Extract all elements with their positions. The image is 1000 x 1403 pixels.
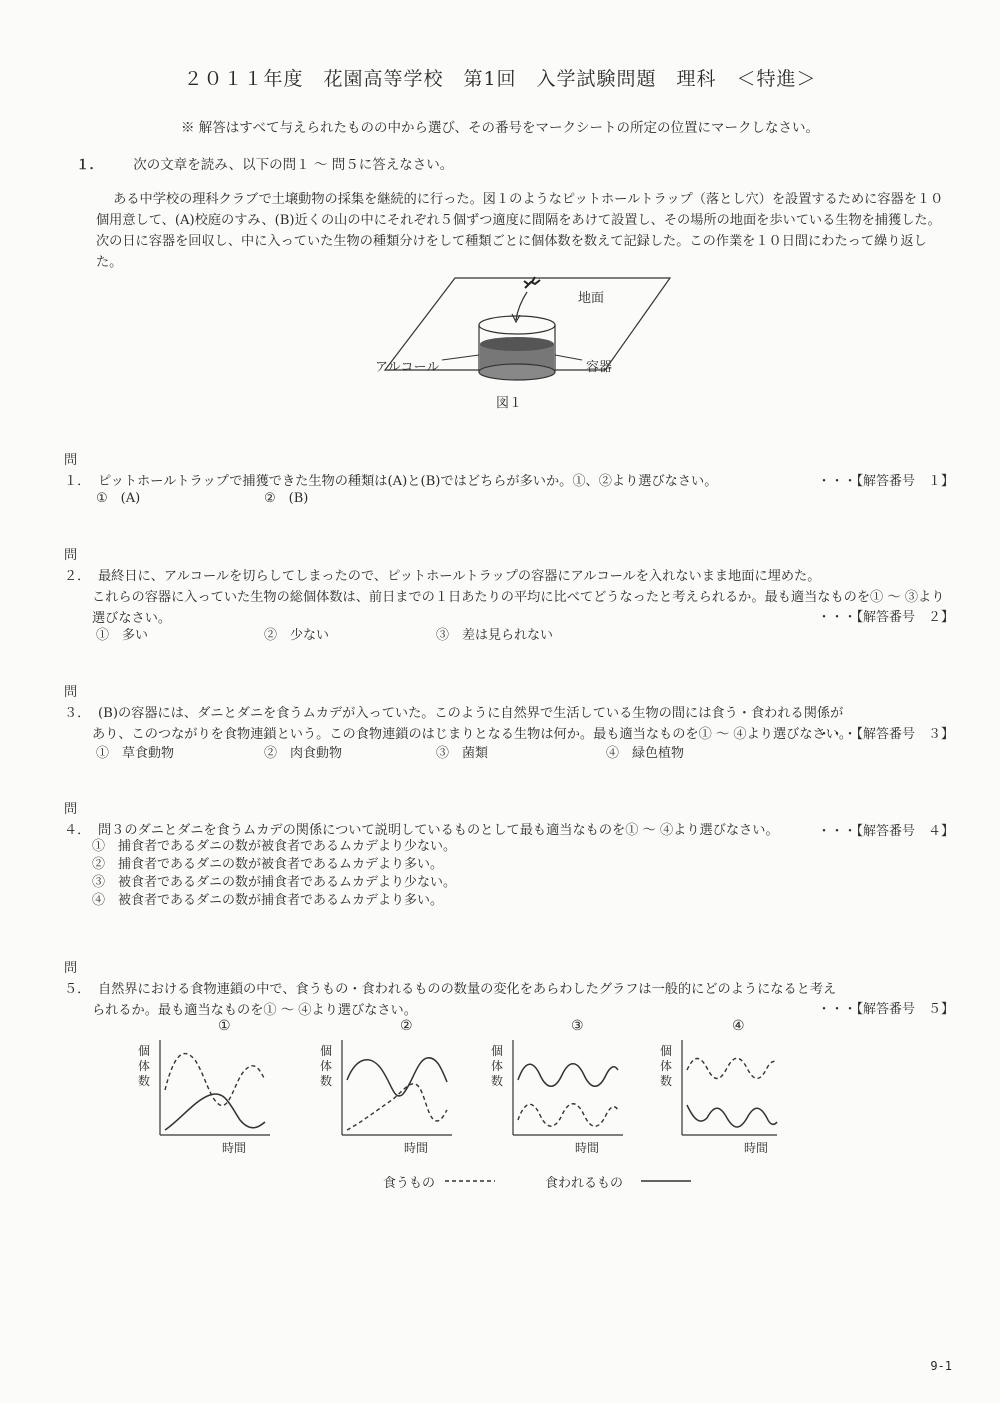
page-title: ２０１１年度 花園高等学校 第1回 入学試験問題 理科 ＜特進＞ (183, 68, 817, 90)
question-text: ピットホールトラップで捕獲できた生物の種類は(A)と(B)ではどちらが多いか。①、②より選びなさい。 (98, 474, 718, 489)
option[interactable]: ④ 緑色植物 (606, 746, 685, 761)
question-label: 問３． (64, 685, 91, 721)
graph-label: ① (218, 1018, 231, 1034)
ylabel-char: 個 (491, 1044, 504, 1058)
container-leader (555, 355, 582, 360)
prey-curve (687, 1105, 777, 1127)
option[interactable]: ① 草食動物 (96, 746, 175, 761)
ylabel-char: 個 (660, 1044, 673, 1058)
graph-label: ④ (732, 1018, 745, 1034)
option[interactable]: ④ 被食者であるダニの数が捕食者であるムカデより多い。 (92, 893, 444, 908)
options-1 (96, 487, 596, 507)
figure-caption: 図１ (496, 396, 523, 411)
question-text: 自然界における食物連鎖の中で、食うもの・食われるものの数量の変化をあらわしたグラフは一般的にどのようになると考え (98, 982, 837, 997)
ylabel-char: 体 (660, 1059, 673, 1073)
ylabel-char: 体 (491, 1059, 504, 1073)
ylabel-char: 数 (320, 1074, 333, 1088)
graph-label: ③ (571, 1018, 584, 1034)
predator-curve (518, 1104, 618, 1127)
option[interactable]: ③ 差は見られない (436, 628, 554, 643)
option[interactable]: ③ 菌類 (436, 746, 489, 761)
option[interactable]: ② 肉食動物 (264, 746, 343, 761)
prey-curve (518, 1064, 618, 1087)
ylabel-char: 体 (320, 1059, 333, 1073)
option[interactable]: ③ 被食者であるダニの数が捕食者であるムカデより少ない。 (92, 875, 457, 890)
prey-curve (347, 1058, 447, 1096)
option[interactable]: ② 捕食者であるダニの数が被食者であるムカデより多い。 (92, 857, 444, 872)
xlabel: 時間 (744, 1141, 769, 1155)
question-text: 問３のダニとダニを食うムカデの関係について説明しているものとして最も適当なものを① ～ ④より選びなさい。 (98, 823, 779, 838)
option[interactable]: ② 少ない (264, 628, 330, 643)
question-2 (64, 545, 949, 629)
question-4 (64, 799, 949, 841)
xlabel: 時間 (575, 1141, 600, 1155)
graph-2 (320, 1018, 452, 1155)
xlabel: 時間 (404, 1141, 429, 1155)
question-continuation: これらの容器に入っていた生物の総個体数は、前日までの１日あたりの平均に比べてどうなったと考えられるか。最も適当なものを① ～ ③より選びなさい。 (92, 590, 945, 626)
passage: ある中学校の理科クラブで土壌動物の採集を継続的に行った。図１のようなピットホールトラップ（落とし穴）を設置するために容器を１０個用意して、(A)校庭のすみ、(B)近くの山の中にそれぞれ５個ずつ適度に間隔をあけて設置し、その場所の地面を歩いている生物を捕獲した。次の日に容器を回収し、中に入っていた生物の種類分けをして種類ごとに個体数を数えて記録した。この作業を１０日間にわたって繰り返した。 (96, 192, 944, 270)
options-4 (92, 838, 456, 910)
predator-curve (347, 1084, 447, 1130)
graph-label: ② (400, 1018, 413, 1034)
ylabel-char: 数 (660, 1074, 673, 1088)
container-bottom (479, 364, 555, 380)
alcohol-label: アルコール (375, 360, 440, 375)
legend (383, 1172, 783, 1192)
option[interactable]: ① 多い (96, 628, 149, 643)
option[interactable]: ② (B) (264, 491, 309, 506)
graphs (130, 1010, 810, 1160)
legend-dashed-line (445, 1179, 495, 1183)
answer-number: ・・・【解答番号 ３】 (817, 727, 954, 742)
container-top (479, 316, 555, 334)
answer-number: ・・・【解答番号 ５】 (817, 1002, 954, 1017)
option[interactable]: ① 捕食者であるダニの数が被食者であるムカデより少ない。 (92, 839, 457, 854)
answer-number: ・・・【解答番号 ２】 (817, 610, 954, 625)
graph-4 (660, 1018, 777, 1155)
ylabel-char: 数 (491, 1074, 504, 1088)
alcohol-leader (442, 355, 479, 360)
instruction: ※ 解答はすべて与えられたものの中から選び、その番号をマークシートの所定の位置にマークしなさい。 (181, 120, 819, 136)
question-label: 問５． (64, 961, 91, 997)
legend-eater-label: 食うもの (383, 1176, 436, 1191)
question-text: (B)の容器には、ダニとダニを食うムカデが入っていた。このように自然界で生活している生物の間には食う・食われる関係が (98, 706, 844, 721)
legend-eaten-label: 食われるもの (545, 1176, 624, 1191)
question-label: 問４． (64, 802, 91, 838)
ylabel-char: 体 (138, 1059, 151, 1073)
alcohol-surface (480, 337, 554, 351)
question-continuation: あり、このつながりを食物連鎖という。この食物連鎖のはじまりとなる生物は何か。最も適当なものを① ～ ④より選びなさい。 (92, 727, 853, 742)
question-1 (64, 450, 944, 492)
page-number: 9-1 (930, 1359, 952, 1373)
options-3 (96, 742, 796, 762)
predator-curve (687, 1058, 777, 1078)
section-heading (76, 153, 453, 173)
answer-number: ・・・【解答番号 １】 (817, 474, 954, 489)
ground-label: 地面 (578, 291, 605, 306)
option[interactable]: ① (A) (96, 491, 141, 506)
question-label: 問２． (64, 548, 91, 584)
ylabel-char: 個 (320, 1044, 333, 1058)
options-2 (96, 624, 696, 644)
section-heading-text: 次の文章を読み、以下の問１ ～ 問５に答えなさい。 (133, 157, 454, 173)
ylabel-char: 個 (138, 1044, 151, 1058)
question-continuation: られるか。最も適当なものを① ～ ④より選びなさい。 (92, 1003, 417, 1018)
legend-solid-line (641, 1179, 691, 1183)
question-text: 最終日に、アルコールを切らしてしまったので、ピットホールトラップの容器にアルコールを入れないまま地面に埋めた。 (98, 569, 821, 584)
bug-icon (524, 277, 540, 288)
graph-1 (138, 1018, 270, 1155)
section-number: １． (76, 157, 103, 173)
graph-3 (491, 1018, 623, 1155)
container-label: 容器 (586, 360, 613, 375)
xlabel: 時間 (222, 1141, 247, 1155)
predator-curve (165, 1054, 265, 1106)
question-label: 問１． (64, 453, 91, 489)
ylabel-char: 数 (138, 1074, 151, 1088)
answer-number: ・・・【解答番号 ４】 (817, 824, 954, 839)
